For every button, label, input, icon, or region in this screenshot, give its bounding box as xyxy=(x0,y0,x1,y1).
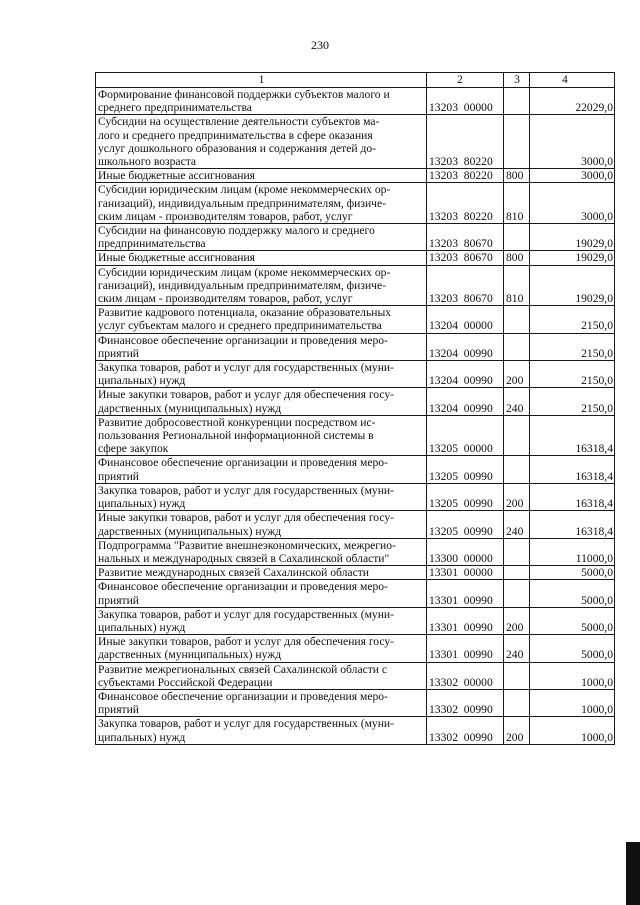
row-expense-type xyxy=(504,689,530,716)
row-amount: 2150,0 xyxy=(530,306,615,333)
row-expense-type xyxy=(504,566,530,580)
row-amount: 2150,0 xyxy=(530,361,615,388)
row-description: Развитие межрегиональных связей Сахалинской области с субъектами Российской Федерации xyxy=(96,662,427,689)
table-row xyxy=(96,483,615,510)
row-description: Подпрограмма "Развитие внешнеэкономических, межрегио- нальных и международных связей в Сахалинской области" xyxy=(96,538,427,565)
row-amount: 1000,0 xyxy=(530,689,615,716)
table-row xyxy=(96,635,615,662)
page-edge-marker xyxy=(626,842,640,905)
row-target-code: 13302 00000 xyxy=(427,662,504,689)
page-number: 230 xyxy=(311,38,329,52)
row-amount: 19029,0 xyxy=(530,251,615,265)
row-amount: 5000,0 xyxy=(530,607,615,634)
column-header-2: 2 xyxy=(427,73,504,88)
row-amount: 2150,0 xyxy=(530,388,615,415)
table-body xyxy=(96,73,615,745)
row-expense-type: 800 xyxy=(504,169,530,183)
table-row xyxy=(96,456,615,483)
row-description: Иные закупки товаров, работ и услуг для обеспечения госу- дарственных (муниципальных) нужд xyxy=(96,388,427,415)
row-target-code: 13301 00990 xyxy=(427,635,504,662)
row-description: Субсидии на осуществление деятельности субъектов ма- лого и среднего предпринимательства в сфере оказания услуг дошкольного образования и содержания детей до- школьного возраста xyxy=(96,115,427,169)
row-target-code: 13203 80220 xyxy=(427,169,504,183)
row-target-code: 13204 00990 xyxy=(427,333,504,360)
row-description: Закупка товаров, работ и услуг для государственных (муни- ципальных) нужд xyxy=(96,607,427,634)
row-amount: 3000,0 xyxy=(530,115,615,169)
row-amount: 3000,0 xyxy=(530,169,615,183)
row-expense-type xyxy=(504,88,530,115)
table-row xyxy=(96,607,615,634)
row-description: Иные закупки товаров, работ и услуг для обеспечения госу- дарственных (муниципальных) нужд xyxy=(96,511,427,538)
row-description: Развитие добросовестной конкуренции посредством ис- пользования Региональной информационной системы в сфере закупок xyxy=(96,415,427,456)
row-amount: 1000,0 xyxy=(530,717,615,744)
table-row xyxy=(96,511,615,538)
row-description: Субсидии юридическим лицам (кроме некоммерческих ор- ганизаций), индивидуальным предпринимателям, физиче- ским лицам - производителям товаров, работ, услуг xyxy=(96,183,427,224)
row-amount: 2150,0 xyxy=(530,333,615,360)
row-amount: 19029,0 xyxy=(530,265,615,306)
table-row xyxy=(96,183,615,224)
column-header-4: 4 xyxy=(530,73,615,88)
table-row xyxy=(96,361,615,388)
row-expense-type xyxy=(504,456,530,483)
row-expense-type: 200 xyxy=(504,361,530,388)
row-description: Развитие кадрового потенциала, оказание образовательных услуг субъектам малого и среднего предпринимательства xyxy=(96,306,427,333)
table-row xyxy=(96,224,615,251)
row-amount: 22029,0 xyxy=(530,88,615,115)
table-header-row xyxy=(96,73,615,88)
row-description: Развитие международных связей Сахалинской области xyxy=(96,566,427,580)
table-row xyxy=(96,662,615,689)
row-amount: 19029,0 xyxy=(530,224,615,251)
table-row xyxy=(96,538,615,565)
row-target-code: 13203 80670 xyxy=(427,251,504,265)
row-target-code: 13302 00990 xyxy=(427,717,504,744)
row-target-code: 13203 80670 xyxy=(427,224,504,251)
row-expense-type: 810 xyxy=(504,183,530,224)
row-description: Финансовое обеспечение организации и проведения меро- приятий xyxy=(96,456,427,483)
row-description: Иные бюджетные ассигнования xyxy=(96,251,427,265)
budget-table xyxy=(95,72,615,745)
row-target-code: 13205 00990 xyxy=(427,483,504,510)
column-header-1: 1 xyxy=(96,73,427,88)
row-description: Иные закупки товаров, работ и услуг для обеспечения госу- дарственных (муниципальных) нужд xyxy=(96,635,427,662)
row-target-code: 13300 00000 xyxy=(427,538,504,565)
row-target-code: 13204 00990 xyxy=(427,361,504,388)
row-target-code: 13204 00000 xyxy=(427,306,504,333)
row-amount: 5000,0 xyxy=(530,566,615,580)
row-expense-type: 800 xyxy=(504,251,530,265)
row-description: Закупка товаров, работ и услуг для государственных (муни- ципальных) нужд xyxy=(96,717,427,744)
row-target-code: 13203 80220 xyxy=(427,115,504,169)
table-row xyxy=(96,717,615,744)
row-expense-type xyxy=(504,224,530,251)
row-expense-type xyxy=(504,662,530,689)
row-description: Закупка товаров, работ и услуг для государственных (муни- ципальных) нужд xyxy=(96,483,427,510)
row-description: Закупка товаров, работ и услуг для государственных (муни- ципальных) нужд xyxy=(96,361,427,388)
row-expense-type: 240 xyxy=(504,511,530,538)
row-description: Субсидии на финансовую поддержку малого и среднего предпринимательства xyxy=(96,224,427,251)
row-description: Финансовое обеспечение организации и проведения меро- приятий xyxy=(96,580,427,607)
table-row xyxy=(96,415,615,456)
table-row xyxy=(96,689,615,716)
row-amount: 16318,4 xyxy=(530,483,615,510)
row-target-code: 13301 00990 xyxy=(427,607,504,634)
row-target-code: 13203 80670 xyxy=(427,265,504,306)
row-target-code: 13302 00990 xyxy=(427,689,504,716)
row-expense-type xyxy=(504,115,530,169)
row-expense-type xyxy=(504,415,530,456)
table-row xyxy=(96,265,615,306)
row-amount: 11000,0 xyxy=(530,538,615,565)
column-header-3: 3 xyxy=(504,73,530,88)
table-row xyxy=(96,251,615,265)
row-description: Финансовое обеспечение организации и проведения меро- приятий xyxy=(96,333,427,360)
row-target-code: 13203 00000 xyxy=(427,88,504,115)
row-target-code: 13205 00000 xyxy=(427,415,504,456)
row-amount: 16318,4 xyxy=(530,511,615,538)
row-target-code: 13301 00990 xyxy=(427,580,504,607)
row-expense-type: 200 xyxy=(504,717,530,744)
row-amount: 16318,4 xyxy=(530,456,615,483)
row-expense-type: 240 xyxy=(504,388,530,415)
row-target-code: 13204 00990 xyxy=(427,388,504,415)
row-expense-type: 200 xyxy=(504,483,530,510)
table-row xyxy=(96,566,615,580)
row-expense-type xyxy=(504,306,530,333)
row-target-code: 13205 00990 xyxy=(427,456,504,483)
row-amount: 5000,0 xyxy=(530,635,615,662)
row-target-code: 13205 00990 xyxy=(427,511,504,538)
row-target-code: 13301 00000 xyxy=(427,566,504,580)
row-expense-type: 240 xyxy=(504,635,530,662)
table-row xyxy=(96,88,615,115)
row-expense-type xyxy=(504,538,530,565)
row-amount: 16318,4 xyxy=(530,415,615,456)
row-expense-type xyxy=(504,580,530,607)
table-row xyxy=(96,580,615,607)
table-row xyxy=(96,169,615,183)
row-expense-type xyxy=(504,333,530,360)
row-expense-type: 810 xyxy=(504,265,530,306)
row-amount: 5000,0 xyxy=(530,580,615,607)
row-target-code: 13203 80220 xyxy=(427,183,504,224)
row-description: Финансовое обеспечение организации и проведения меро- приятий xyxy=(96,689,427,716)
row-description: Иные бюджетные ассигнования xyxy=(96,169,427,183)
table-row xyxy=(96,333,615,360)
row-description: Субсидии юридическим лицам (кроме некоммерческих ор- ганизаций), индивидуальным предпринимателям, физиче- ским лицам - производителям товаров, работ, услуг xyxy=(96,265,427,306)
row-expense-type: 200 xyxy=(504,607,530,634)
row-description: Формирование финансовой поддержки субъектов малого и среднего предпринимательства xyxy=(96,88,427,115)
table-row xyxy=(96,306,615,333)
row-amount: 1000,0 xyxy=(530,662,615,689)
table-row xyxy=(96,115,615,169)
row-amount: 3000,0 xyxy=(530,183,615,224)
table-row xyxy=(96,388,615,415)
